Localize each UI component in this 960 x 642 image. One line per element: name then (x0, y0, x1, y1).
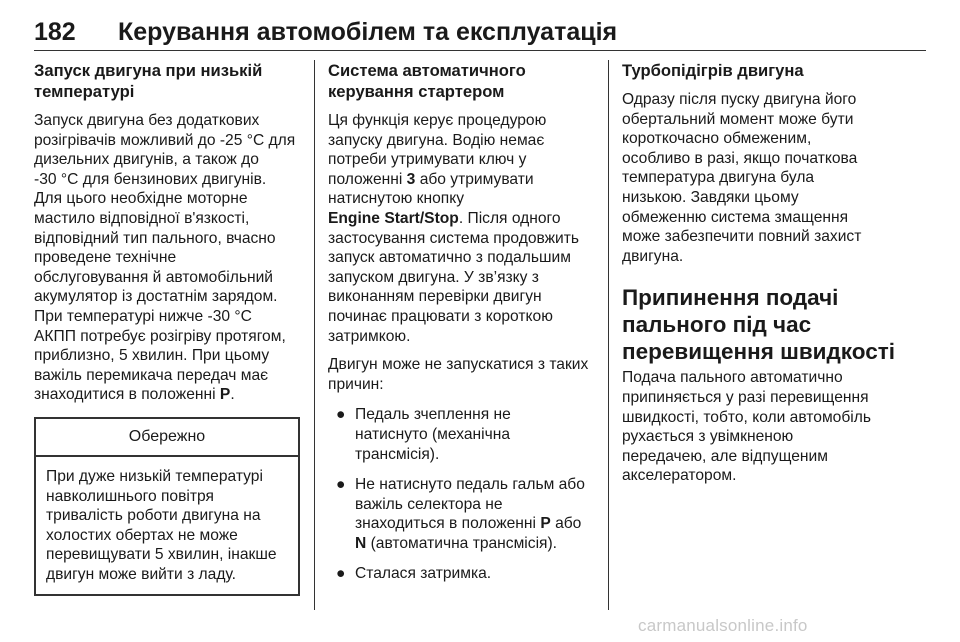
bullet-icon: ● (336, 406, 346, 424)
bullet-item-delay: ● Сталася затримка. (336, 565, 492, 583)
page-title: Керування автомобілем та експлуатація (118, 18, 618, 46)
page-number: 182 (34, 18, 76, 46)
watermark: carmanualsonline.info (638, 616, 808, 635)
column-3 (622, 60, 895, 486)
section-heading-turbo: Турбопідігрів двигуна (622, 61, 804, 80)
column-2 (328, 60, 596, 584)
turbo-paragraph: Одразу після пуску двигуна його обертальний момент може бути короткочасно обмеженим, особливо в разі, якщо початкова температура двигуна була низькою. Завдяки цьому обмеженню система змащення може забезпечити повний захист двигуна. (622, 91, 862, 265)
cold-start-paragraph: Запуск двигуна без додаткових розігрівачів можливий до -25 °C для дизельних двигунів, а також до -30 °C для бензинових двигунів. Для цього необхідне моторне мастило відповідної в'язкості, відповідний тип пального, вчасно проведене технічне обслуговування й автомобільний акумулятор із достатнім зарядом. При температурі нижче -30 °C АКПП потребує розігріву протягом, приблизно, 5 хвилин. При цьому важіль перемикача передач має знаходитися в положенні P. (34, 112, 296, 404)
section-heading-fuel-cutoff: Припинення подачі пального під час перевищення швидкості (622, 285, 895, 365)
page-header (34, 18, 926, 54)
column-divider-2 (608, 60, 609, 610)
section-heading-starter-control: Система автоматичного керування стартером (328, 61, 526, 101)
fuel-cutoff-paragraph: Подача пального автоматично припиняється у разі перевищення швидкості, тобто, коли автомобіль рухається з увімкненою передачею, але відпущеним акселератором. (622, 369, 871, 485)
column-1 (34, 60, 300, 596)
no-start-reasons-intro: Двигун може не запускатися з таких причин: (328, 356, 589, 393)
caution-text: При дуже низькій температурі навколишнього повітря тривалість роботи двигуна на холостих обертах не може перевищувати 5 хвилин, інакше двигун може вийти з ладу. (46, 467, 277, 583)
caution-box (34, 417, 300, 597)
header-divider (34, 50, 926, 51)
bullet-item-brake: ● Не натиснуто педаль гальм або важіль селектора не знаходиться в положенні P або N (автоматична трансмісія). (336, 476, 585, 552)
bullet-icon: ● (336, 476, 346, 494)
bullet-icon: ● (336, 565, 346, 583)
bullet-item-clutch: ● Педаль зчеплення не натиснуто (механічна трансмісія). (336, 406, 511, 463)
section-heading-cold-start: Запуск двигуна при низькій температурі (34, 61, 263, 101)
column-divider-1 (314, 60, 315, 610)
starter-paragraph: Ця функція керує процедурою запуску двигуна. Водію немає потреби утримувати ключ у положенні 3 або утримувати натиснутою кнопку Engine Start/Stop. Після одного застосування система продовжить запуск автоматично з подальшим запуском двигуна. У зв’язку з виконанням перевірки двигун починає працювати з короткою затримкою. (328, 112, 580, 345)
caution-title: Обережно (36, 419, 298, 457)
